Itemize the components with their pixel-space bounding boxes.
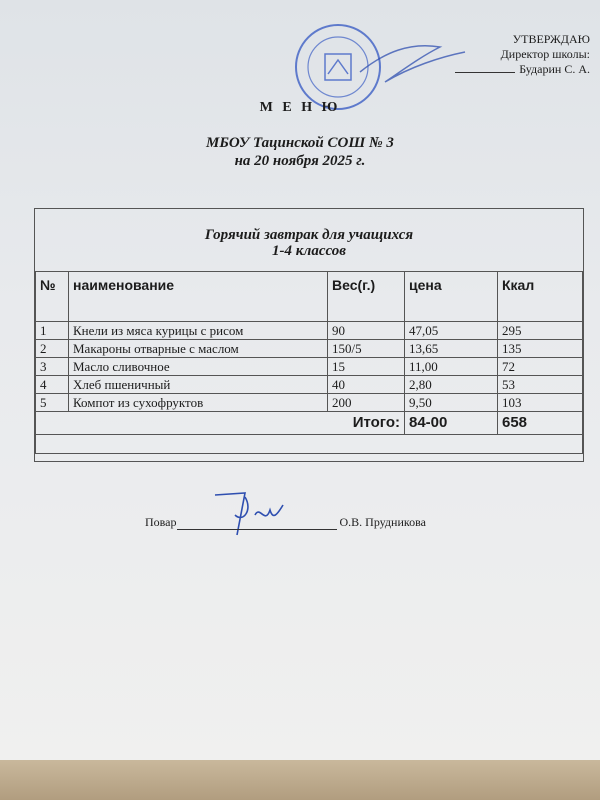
total-label: Итого: <box>36 412 405 435</box>
approval-signatory <box>440 62 590 77</box>
row-number: 2 <box>36 340 69 358</box>
dish-price: 13,65 <box>405 340 498 358</box>
menu-table-frame <box>34 208 584 462</box>
empty-cell <box>36 435 583 454</box>
caption-line-1: Горячий завтрак для учащихся <box>204 227 414 243</box>
approval-title: УТВЕРЖДАЮ <box>512 32 590 46</box>
dish-kcal: 295 <box>498 322 583 340</box>
dish-price: 11,00 <box>405 358 498 376</box>
dish-weight: 200 <box>328 394 405 412</box>
table-caption <box>35 227 583 259</box>
dish-kcal: 72 <box>498 358 583 376</box>
dish-name: Компот из сухофруктов <box>69 394 328 412</box>
dish-name: Макароны отварные с маслом <box>69 340 328 358</box>
cook-name: О.В. Прудникова <box>339 515 426 529</box>
row-number: 1 <box>36 322 69 340</box>
header-kcal: Ккал <box>498 272 583 322</box>
dish-weight: 40 <box>328 376 405 394</box>
cook-block <box>145 515 426 530</box>
menu-table <box>35 271 583 454</box>
table-header-row <box>36 272 583 322</box>
dish-name: Кнели из мяса курицы с рисом <box>69 322 328 340</box>
dish-price: 2,80 <box>405 376 498 394</box>
header-name: наименование <box>69 272 328 322</box>
dish-price: 47,05 <box>405 322 498 340</box>
menu-date: на 20 ноября 2025 г. <box>234 153 366 169</box>
table-row <box>36 340 583 358</box>
dish-kcal: 135 <box>498 340 583 358</box>
approval-name: Бударин С. А. <box>519 62 590 76</box>
dish-weight: 150/5 <box>328 340 405 358</box>
dish-price: 9,50 <box>405 394 498 412</box>
row-number: 5 <box>36 394 69 412</box>
dish-weight: 90 <box>328 322 405 340</box>
menu-title: М Е Н Ю <box>259 100 341 115</box>
header-number: № <box>36 272 69 322</box>
header-price: цена <box>405 272 498 322</box>
empty-row <box>36 435 583 454</box>
row-number: 4 <box>36 376 69 394</box>
caption-line-2: 1-4 классов <box>272 243 346 259</box>
cook-signature-line <box>177 529 337 530</box>
dish-weight: 15 <box>328 358 405 376</box>
tabletop-background <box>0 760 600 800</box>
total-kcal: 658 <box>498 412 583 435</box>
approval-position: Директор школы: <box>500 47 590 61</box>
dish-name: Хлеб пшеничный <box>69 376 328 394</box>
table-row <box>36 376 583 394</box>
dish-kcal: 53 <box>498 376 583 394</box>
school-name: МБОУ Тацинской СОШ № 3 <box>206 135 394 151</box>
table-row <box>36 358 583 376</box>
approval-signature-line <box>455 72 515 73</box>
table-row <box>36 322 583 340</box>
table-row <box>36 394 583 412</box>
row-number: 3 <box>36 358 69 376</box>
dish-kcal: 103 <box>498 394 583 412</box>
header-weight: Вес(г.) <box>328 272 405 322</box>
total-row <box>36 412 583 435</box>
dish-name: Масло сливочное <box>69 358 328 376</box>
approval-block <box>440 32 590 77</box>
total-price: 84-00 <box>405 412 498 435</box>
cook-role: Повар <box>145 515 177 529</box>
